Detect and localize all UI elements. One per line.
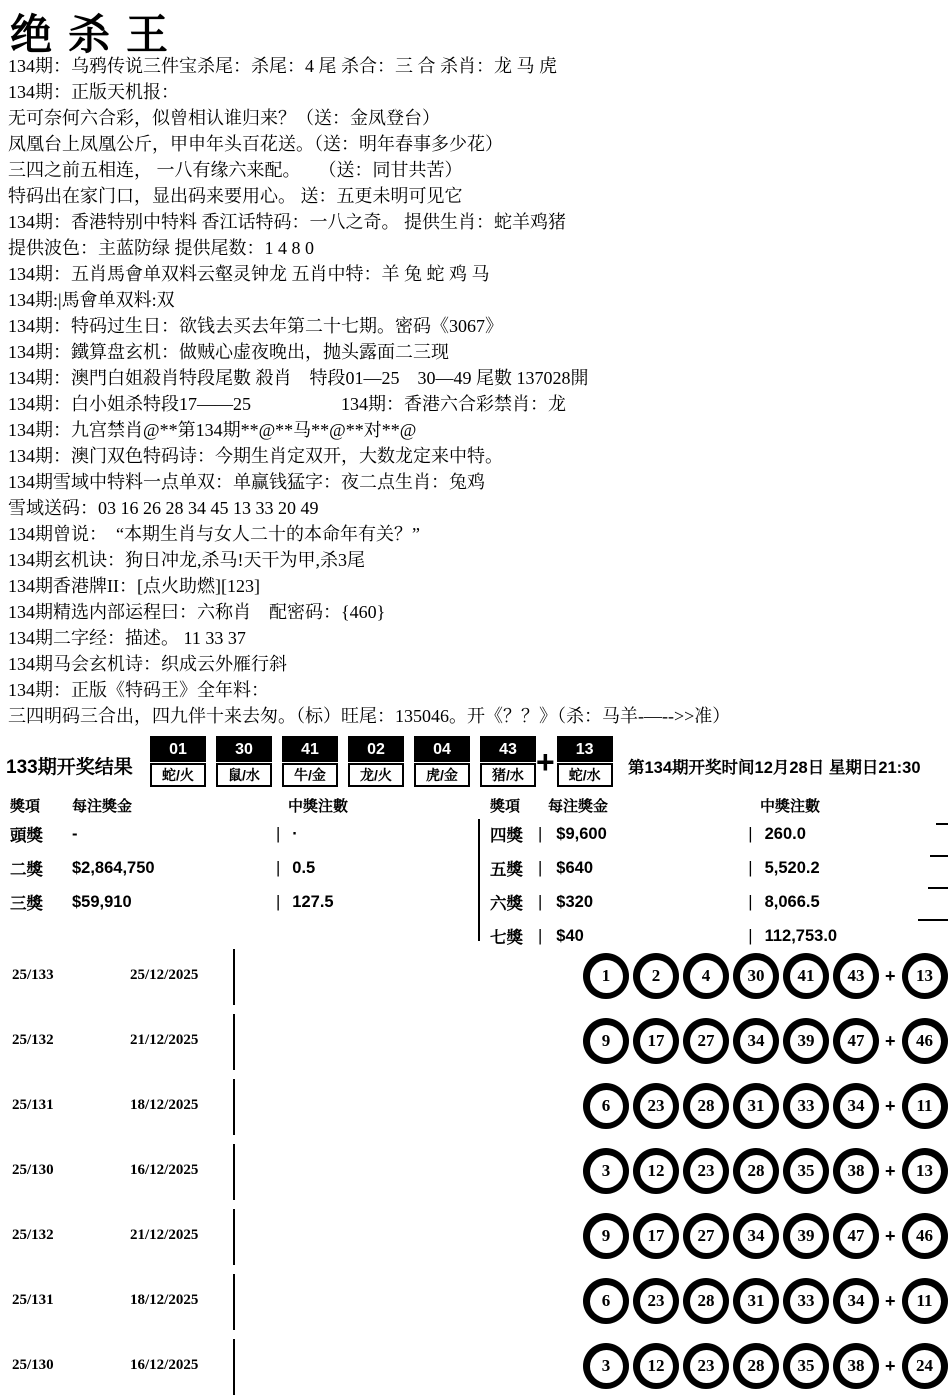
prediction-line: 134期：特码过生日：欲钱去买去年第二十七期。密码《3067》 (8, 316, 503, 336)
prize-name: 五獎 (490, 861, 523, 879)
ball-number: 23 (690, 1155, 723, 1188)
ball-number: 6 (590, 1285, 623, 1318)
lottery-ball-icon (833, 1018, 879, 1064)
lottery-ball-icon (583, 1148, 629, 1194)
result-bonus-cell (557, 736, 613, 787)
prize-name: 頭獎 (10, 827, 43, 845)
ball-number: 41 (790, 960, 823, 993)
plus-icon: + (885, 1290, 896, 1311)
lottery-ball-icon (783, 953, 829, 999)
draw-date: 16/12/2025 (130, 1357, 199, 1373)
lottery-ball-icon (633, 1213, 679, 1259)
result-balls (150, 736, 546, 787)
draw-balls (583, 1343, 952, 1389)
column-separator: | (748, 926, 753, 945)
lottery-ball-icon (583, 1018, 629, 1064)
ball-number: 3 (590, 1350, 623, 1383)
lottery-ball-icon (733, 1343, 779, 1389)
prize-row (10, 885, 465, 919)
prize-count: 5,520.2 (764, 858, 820, 877)
draw-id: 25/133 (12, 967, 54, 983)
prize-row (10, 817, 465, 851)
ball-zodiac: 鼠/水 (216, 763, 272, 787)
ball-number: 23 (640, 1090, 673, 1123)
prediction-line: 134期香港牌II：[点火助燃][123] (8, 576, 260, 596)
ball-number: 34 (740, 1025, 773, 1058)
ball-number: 1 (590, 960, 623, 993)
draw-balls (583, 953, 952, 999)
history-row (0, 1205, 952, 1270)
ball-number: 33 (790, 1090, 823, 1123)
ball-zodiac: 牛/金 (282, 763, 338, 787)
ball-number: 23 (690, 1350, 723, 1383)
result-ball-cell (414, 736, 470, 787)
draw-result-strip (0, 736, 952, 790)
ball-number: 27 (690, 1025, 723, 1058)
ball-number: 38 (840, 1155, 873, 1188)
lottery-ball-icon (583, 1213, 629, 1259)
prize-name: 二獎 (10, 861, 43, 879)
draw-date: 18/12/2025 (130, 1292, 199, 1308)
plus-icon: + (885, 1225, 896, 1246)
draw-id: 25/130 (12, 1162, 54, 1178)
col-header-amount-2: 每注獎金 (548, 798, 609, 815)
prize-amount: $2,864,750 (72, 858, 155, 877)
ball-number: 30 (216, 736, 272, 762)
prize-row (10, 851, 465, 885)
draw-id: 25/132 (12, 1227, 54, 1243)
lottery-ball-icon (902, 1083, 948, 1129)
lottery-ball-icon (683, 1083, 729, 1129)
prediction-line: 三四明码三合出，四九伴十来去匆。（标）旺尾：135046。开《？？》（杀：马羊-—-->>准） (8, 706, 731, 726)
ball-number: 46 (908, 1220, 941, 1253)
ball-number: 12 (640, 1155, 673, 1188)
prize-amount: $40 (556, 926, 584, 945)
ball-number: 27 (690, 1220, 723, 1253)
ball-number: 35 (790, 1155, 823, 1188)
prize-table-right (490, 817, 940, 953)
prize-row (490, 851, 940, 885)
prediction-line: 134期：正版天机报： (8, 82, 179, 102)
prize-name: 七獎 (490, 929, 523, 947)
lottery-ball-icon (902, 1343, 948, 1389)
edge-dash (918, 919, 948, 921)
column-separator: | (276, 892, 281, 911)
lottery-ball-icon (683, 1213, 729, 1259)
prediction-line: 134期:|馬會单双料:双 (8, 290, 175, 310)
next-draw-time: 第134期开奖时间12月28日 星期日21:30 (628, 759, 921, 777)
prediction-lines (8, 53, 952, 729)
lottery-ball-icon (833, 1213, 879, 1259)
lottery-ball-icon (733, 1083, 779, 1129)
prize-count: 127.5 (292, 892, 334, 911)
column-separator: | (538, 892, 543, 911)
ball-number: 6 (590, 1090, 623, 1123)
draw-id: 25/131 (12, 1292, 54, 1308)
ball-number: 46 (908, 1025, 941, 1058)
prize-count: 112,753.0 (764, 926, 838, 945)
ball-number: 33 (790, 1285, 823, 1318)
prediction-line: 134期：正版《特码王》全年料： (8, 680, 269, 700)
prediction-line: 提供波色：主蓝防绿 提供尾数：1 4 8 0 (8, 238, 314, 258)
lottery-ball-icon (583, 1343, 629, 1389)
column-separator: | (748, 858, 753, 877)
prediction-line: 134期马会玄机诗：织成云外雁行斜 (8, 654, 287, 674)
edge-dash (930, 855, 948, 857)
ball-number: 28 (740, 1155, 773, 1188)
ball-number: 12 (640, 1350, 673, 1383)
history-row (0, 945, 952, 1010)
column-separator: | (538, 824, 543, 843)
draw-date: 18/12/2025 (130, 1097, 199, 1113)
lottery-ball-icon (902, 1148, 948, 1194)
prize-amount: $9,600 (556, 824, 607, 843)
page-title: 绝杀王 (10, 13, 185, 59)
lottery-ball-icon (683, 1278, 729, 1324)
prediction-line: 134期玄机诀：狗日冲龙,杀马!天干为甲,杀3尾 (8, 550, 365, 570)
ball-number: 04 (414, 736, 470, 762)
lottery-ball-icon (783, 1083, 829, 1129)
ball-number: 47 (840, 1025, 873, 1058)
prediction-line: 134期：香港特别中特料 香江话特码：一八之奇。 提供生肖：蛇羊鸡猪 (8, 212, 566, 232)
prize-amount: $320 (556, 892, 594, 911)
ball-number: 39 (790, 1025, 823, 1058)
col-header-count-2: 中獎注數 (760, 798, 821, 815)
lottery-ball-icon (583, 1278, 629, 1324)
col-header-prize-2: 獎項 (490, 798, 521, 815)
ball-number: 28 (690, 1285, 723, 1318)
draw-balls (583, 1083, 952, 1129)
lottery-ball-icon (833, 1083, 879, 1129)
prediction-line: 134期二字经：描述。 11 33 37 (8, 628, 246, 648)
ball-number: 24 (908, 1350, 941, 1383)
lottery-ball-icon (683, 1343, 729, 1389)
prediction-line: 134期曾说： “本期生肖与女人二十的本命年有关？” (8, 524, 420, 544)
lottery-ball-icon (833, 1148, 879, 1194)
draw-id: 25/131 (12, 1097, 54, 1113)
lottery-ball-icon (633, 1018, 679, 1064)
prize-name: 四獎 (490, 827, 523, 845)
lottery-ball-icon (683, 1148, 729, 1194)
draw-id: 25/132 (12, 1032, 54, 1048)
result-bonus-group (536, 736, 623, 787)
prize-table-left (10, 817, 465, 919)
ball-number: 41 (282, 736, 338, 762)
bonus-zodiac: 蛇/水 (557, 763, 613, 787)
draw-date: 16/12/2025 (130, 1162, 199, 1178)
lottery-ball-icon (733, 1278, 779, 1324)
prize-count: 0.5 (292, 858, 316, 877)
prediction-line: 134期：澳門白姐殺肖特段尾數 殺肖 特段01—25 30—49 尾數 137028開 (8, 368, 589, 388)
draw-balls (583, 1018, 952, 1064)
result-ball-cell (216, 736, 272, 787)
lottery-ball-icon (683, 1018, 729, 1064)
draw-balls (583, 1148, 952, 1194)
prediction-line: 134期：澳门双色特码诗：今期生肖定双开，大数龙定来中特。 (8, 446, 503, 466)
plus-icon: + (885, 965, 896, 986)
prediction-line: 雪域送码：03 16 26 28 34 45 13 33 20 49 (8, 498, 319, 518)
ball-number: 9 (590, 1025, 623, 1058)
col-header-amount: 每注獎金 (72, 798, 133, 815)
edge-dash (928, 887, 948, 889)
prize-tables (0, 795, 952, 945)
ball-zodiac: 虎/金 (414, 763, 470, 787)
draw-balls (583, 1213, 952, 1259)
lottery-ball-icon (733, 1148, 779, 1194)
lottery-ball-icon (733, 953, 779, 999)
row-divider-line (233, 1079, 235, 1135)
ball-number: 34 (840, 1285, 873, 1318)
ball-number: 2 (640, 960, 673, 993)
ball-number: 30 (740, 960, 773, 993)
prize-row (490, 817, 940, 851)
column-separator: | (538, 858, 543, 877)
draw-id: 25/130 (12, 1357, 54, 1373)
prediction-line: 特码出在家门口，显出码来要用心。 送：五更未明可见它 (8, 186, 463, 206)
prediction-line: 134期：鐵算盘玄机：做贼心虚夜晚出，抛头露面二三现 (8, 342, 449, 362)
ball-zodiac: 龙/火 (348, 763, 404, 787)
row-divider-line (233, 1209, 235, 1265)
lottery-ball-icon (633, 953, 679, 999)
column-separator: | (748, 824, 753, 843)
draw-date: 21/12/2025 (130, 1227, 199, 1243)
col-header-count: 中獎注數 (288, 798, 349, 815)
col-header-prize: 獎項 (10, 798, 41, 815)
lottery-ball-icon (833, 1343, 879, 1389)
lottery-ball-icon (783, 1018, 829, 1064)
lottery-ball-icon (783, 1213, 829, 1259)
lottery-ball-icon (733, 1213, 779, 1259)
ball-number: 47 (840, 1220, 873, 1253)
plus-icon: + (885, 1160, 896, 1181)
ball-number: 38 (840, 1350, 873, 1383)
ball-number: 4 (690, 960, 723, 993)
ball-number: 01 (150, 736, 206, 762)
ball-number: 17 (640, 1025, 673, 1058)
history-row (0, 1270, 952, 1335)
result-ball-cell (348, 736, 404, 787)
history-rows (0, 945, 952, 1400)
prediction-line: 134期雪域中特料一点单双：单赢钱猛字：夜二点生肖：兔鸡 (8, 472, 485, 492)
draw-date: 25/12/2025 (130, 967, 199, 983)
prize-row (490, 885, 940, 919)
ball-number: 43 (840, 960, 873, 993)
edge-dash (936, 823, 948, 825)
lottery-ball-icon (902, 953, 948, 999)
lottery-ball-icon (902, 1278, 948, 1324)
prediction-line: 三四之前五相连， 一八有缘六来配。 （送：同甘共苦） (8, 160, 463, 180)
row-divider-line (233, 1144, 235, 1200)
prediction-line: 134期：九宫禁肖@**第134期**@**马**@**对**@ (8, 420, 417, 440)
result-ball-cell (150, 736, 206, 787)
draw-date: 21/12/2025 (130, 1032, 199, 1048)
column-separator: | (748, 892, 753, 911)
plus-icon: + (885, 1355, 896, 1376)
row-divider-line (233, 1339, 235, 1395)
column-separator: | (276, 858, 281, 877)
prediction-line: 无可奈何六合彩，似曾相认谁归来？（送：金凤登台） (8, 108, 440, 128)
prize-amount: $640 (556, 858, 594, 877)
ball-number: 28 (690, 1090, 723, 1123)
ball-number: 31 (740, 1090, 773, 1123)
result-ball-cell (480, 736, 536, 787)
prize-amount: - (72, 824, 78, 843)
prediction-line: 134期：五肖馬會单双料云壑灵钟龙 五肖中特：羊 兔 蛇 鸡 马 (8, 264, 490, 284)
ball-number: 39 (790, 1220, 823, 1253)
ball-number: 23 (640, 1285, 673, 1318)
lottery-ball-icon (583, 1083, 629, 1129)
ball-number: 31 (740, 1285, 773, 1318)
lottery-ball-icon (902, 1018, 948, 1064)
history-row (0, 1140, 952, 1205)
ball-number: 13 (908, 960, 941, 993)
lottery-ball-icon (783, 1278, 829, 1324)
lottery-ball-icon (783, 1148, 829, 1194)
ball-number: 13 (908, 1155, 941, 1188)
ball-number: 34 (740, 1220, 773, 1253)
history-row (0, 1335, 952, 1400)
ball-number: 35 (790, 1350, 823, 1383)
lottery-ball-icon (633, 1148, 679, 1194)
prize-count: 260.0 (764, 824, 806, 843)
ball-number: 11 (908, 1090, 941, 1123)
lottery-ball-icon (583, 953, 629, 999)
plus-icon: + (885, 1030, 896, 1051)
ball-number: 43 (480, 736, 536, 762)
prize-count: 8,066.5 (764, 892, 820, 911)
prize-name: 六獎 (490, 895, 523, 913)
prize-name: 三獎 (10, 895, 43, 913)
lottery-ball-icon (633, 1278, 679, 1324)
prediction-line: 凤凰台上凤凰公斤，甲申年头百花送。（送：明年春事多少花） (8, 134, 503, 154)
ball-number: 02 (348, 736, 404, 762)
ball-number: 9 (590, 1220, 623, 1253)
lottery-ball-icon (733, 1018, 779, 1064)
row-divider-line (233, 949, 235, 1005)
plus-icon: + (885, 1095, 896, 1116)
lottery-ball-icon (783, 1343, 829, 1389)
lottery-ball-icon (633, 1343, 679, 1389)
lottery-ball-icon (902, 1213, 948, 1259)
column-separator: | (276, 824, 281, 843)
prediction-line: 134期：白小姐杀特段17——25 134期：香港六合彩禁肖：龙 (8, 394, 566, 414)
draw-result-label: 133期开奖结果 (6, 757, 133, 778)
row-divider-line (233, 1014, 235, 1070)
history-row (0, 1010, 952, 1075)
ball-number: 3 (590, 1155, 623, 1188)
ball-zodiac: 蛇/火 (150, 763, 206, 787)
bonus-number: 13 (557, 736, 613, 762)
ball-number: 28 (740, 1350, 773, 1383)
lottery-ball-icon (633, 1083, 679, 1129)
lottery-ball-icon (683, 953, 729, 999)
plus-icon: + (536, 744, 555, 780)
prediction-line: 134期精选内部运程曰：六称肖 配密码：{460} (8, 602, 386, 622)
prize-count: · (292, 824, 298, 843)
result-ball-cell (282, 736, 338, 787)
draw-balls (583, 1278, 952, 1324)
column-separator: | (538, 926, 543, 945)
lottery-ball-icon (833, 953, 879, 999)
row-divider-line (233, 1274, 235, 1330)
ball-number: 34 (840, 1090, 873, 1123)
history-row (0, 1075, 952, 1140)
table-divider-line (478, 819, 480, 941)
prediction-line: 134期：乌鸦传说三件宝杀尾：杀尾：4 尾 杀合：三 合 杀肖：龙 马 虎 (8, 56, 557, 76)
ball-number: 17 (640, 1220, 673, 1253)
ball-zodiac: 猪/水 (480, 763, 536, 787)
prize-amount: $59,910 (72, 892, 132, 911)
ball-number: 11 (908, 1285, 941, 1318)
lottery-ball-icon (833, 1278, 879, 1324)
